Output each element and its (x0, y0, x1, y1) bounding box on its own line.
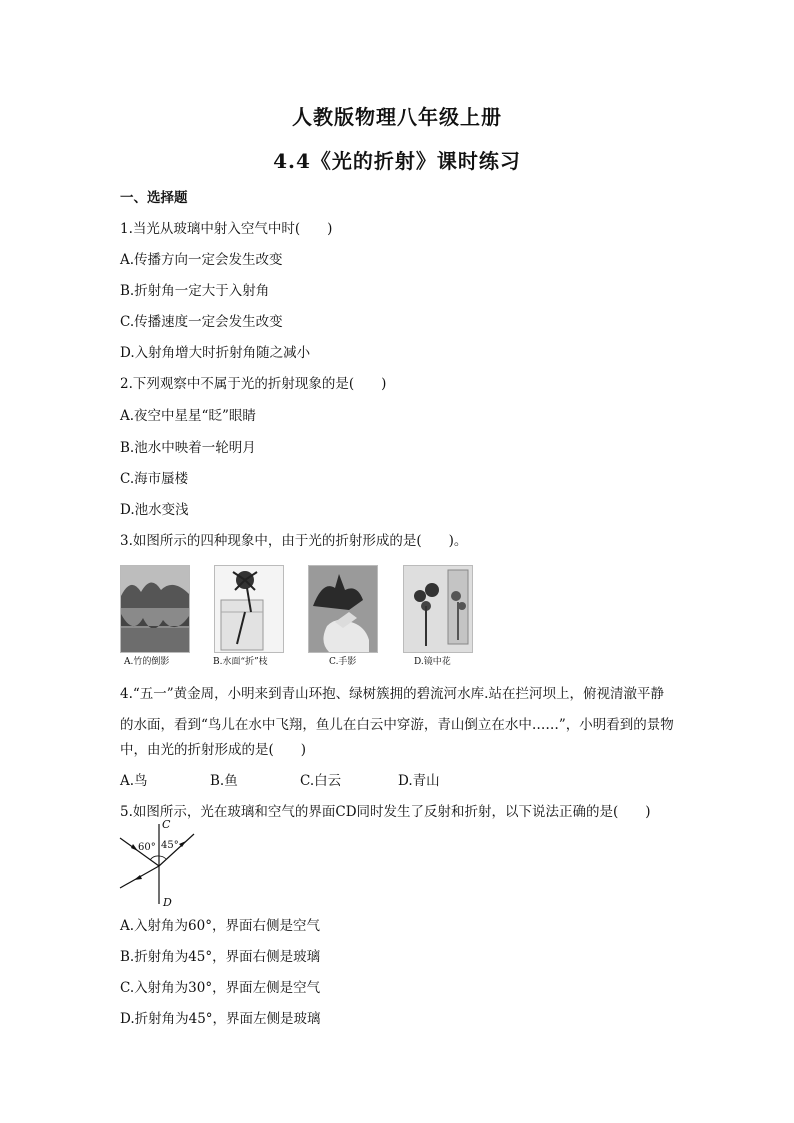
angle-left-label: 60° (138, 842, 156, 853)
photo-bamboo-reflection (120, 565, 190, 653)
q4-option-c: C.白云 (300, 773, 342, 789)
q5-option-d: D.折射角为45°，界面左侧是玻璃 (120, 1011, 321, 1027)
section-heading: 一、选择题 (120, 190, 188, 206)
q5-stem: 5.如图所示，光在玻璃和空气的界面CD同时发生了反射和折射，以下说法正确的是( ) (120, 804, 651, 820)
refraction-diagram (116, 820, 206, 910)
q2-option-d: D.池水变浅 (120, 502, 189, 518)
q1-option-a: A.传播方向一定会发生改变 (120, 252, 283, 268)
q2-option-a: A.夜空中星星“眨”眼睛 (120, 408, 256, 424)
q4-option-b: B.鱼 (210, 773, 238, 789)
caption-d: D.镜中花 (414, 657, 451, 667)
q4-stem-line1: 4.“五一”黄金周，小明来到青山环抱、绿树簇拥的碧流河水库.站在拦河坝上，俯视清澈平静 (120, 686, 664, 702)
page-subtitle: 4.4《光的折射》课时练习 (273, 149, 521, 173)
q5-option-b: B.折射角为45°，界面右侧是玻璃 (120, 949, 321, 965)
q1-option-c: C.传播速度一定会发生改变 (120, 314, 283, 330)
q4-stem-line3: 中，由光的折射形成的是( ) (120, 742, 307, 758)
label-d: D (163, 896, 172, 909)
photo-mirror-flower (403, 565, 473, 653)
photo-bent-branch (214, 565, 284, 653)
q3-stem: 3.如图所示的四种现象中，由于光的折射形成的是( )。 (120, 533, 468, 549)
q1-option-d: D.入射角增大时折射角随之减小 (120, 345, 311, 361)
caption-c: C.手影 (329, 657, 357, 667)
q2-option-b: B.池水中映着一轮明月 (120, 440, 256, 456)
q4-option-d: D.青山 (398, 773, 440, 789)
q4-stem-line2: 的水面，看到“鸟儿在水中飞翔，鱼儿在白云中穿游，青山倒立在水中……”，小明看到的景物 (120, 717, 674, 733)
q4-option-a: A.鸟 (120, 773, 148, 789)
q2-stem: 2.下列观察中不属于光的折射现象的是( ) (120, 376, 387, 392)
caption-a: A.竹的倒影 (124, 657, 170, 667)
caption-b: B.水面“折”枝 (213, 657, 268, 667)
q1-option-b: B.折射角一定大于入射角 (120, 283, 270, 299)
page-title: 人教版物理八年级上册 (292, 105, 502, 129)
q5-option-a: A.入射角为60°，界面右侧是空气 (120, 918, 320, 934)
q2-option-c: C.海市蜃楼 (120, 471, 189, 487)
angle-right-label: 45° (161, 840, 179, 851)
q1-stem: 1.当光从玻璃中射入空气中时( ) (120, 221, 333, 237)
photo-hand-shadow (308, 565, 378, 653)
q5-option-c: C.入射角为30°，界面左侧是空气 (120, 980, 321, 996)
label-c: C (162, 818, 171, 831)
